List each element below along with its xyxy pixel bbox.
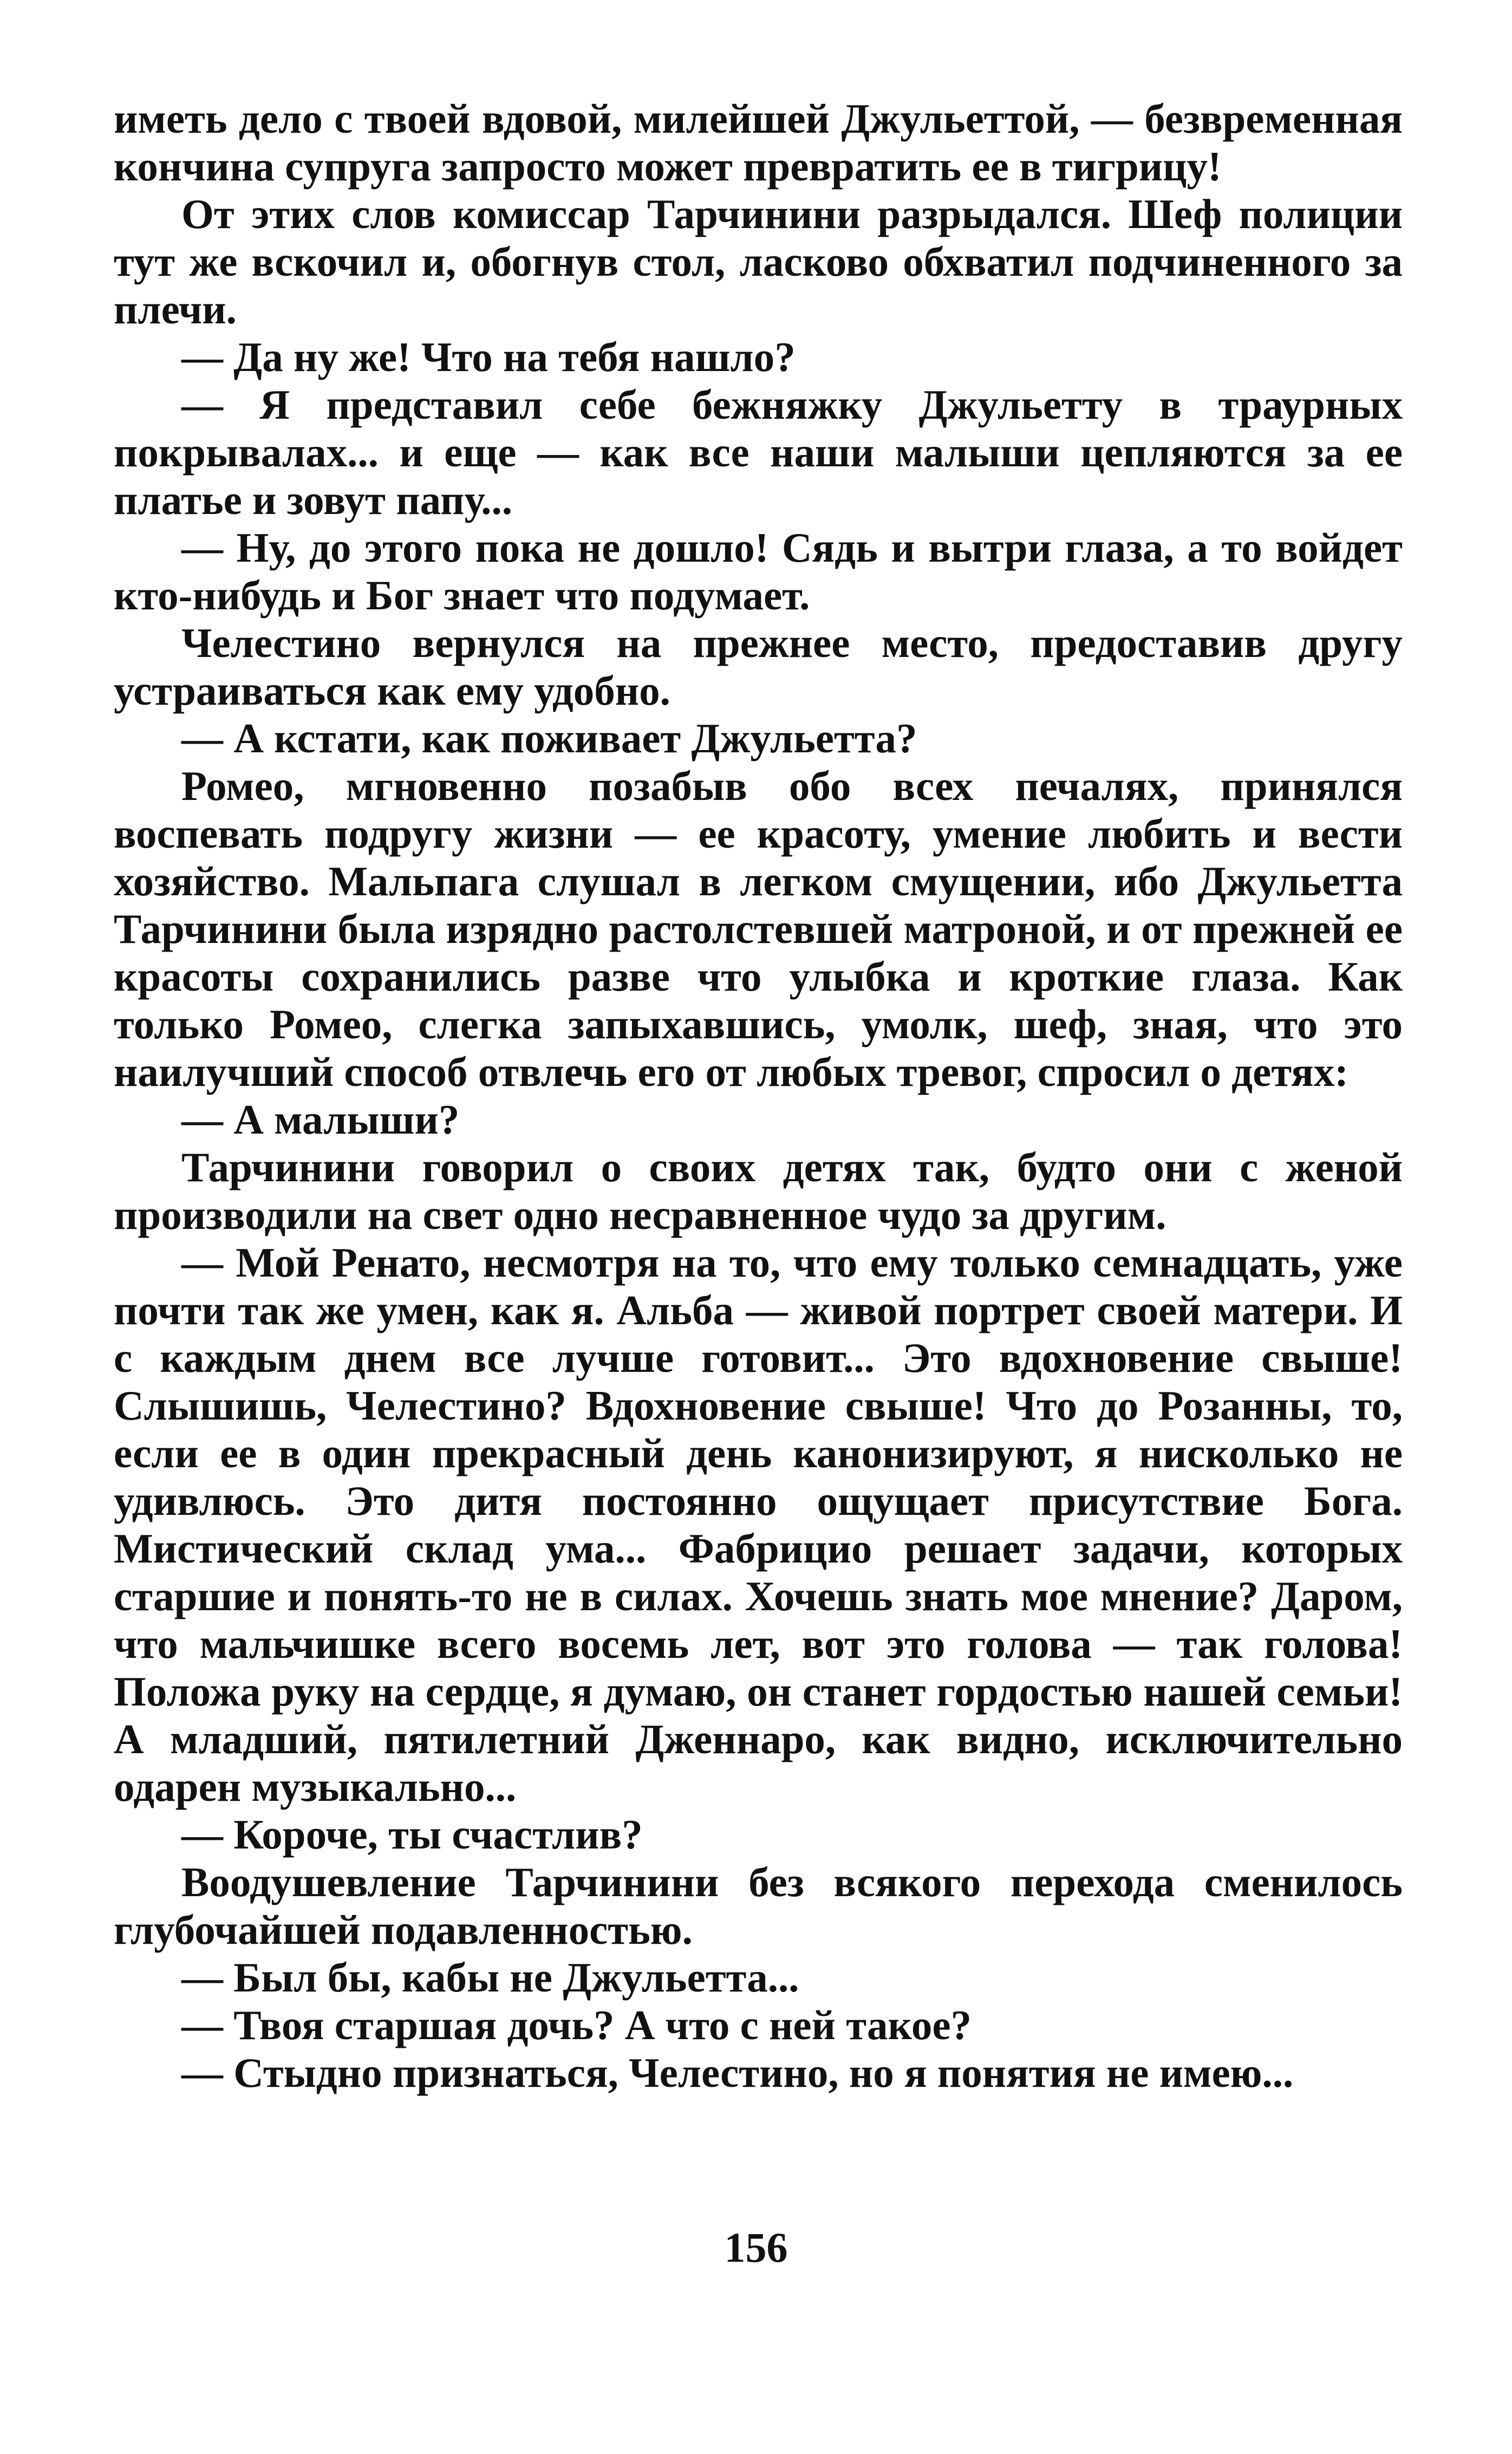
- dialogue-line: — А кстати, как поживает Джульетта?: [181, 715, 917, 761]
- dialogue-line: — Был бы, кабы не Джульетта...: [181, 1954, 799, 2001]
- paragraph: иметь дело с твоей вдовой, милейшей Джульеттой, — безвременная кончина супруга запросто может превратить ее в тигрицу!: [114, 95, 1403, 190]
- paragraph: Челестино вернулся на прежнее место, предоставив другу устраиваться как ему удобно.: [114, 620, 1403, 714]
- paragraph: Ромео, мгновенно позабыв обо всех печалях, принялся воспевать подругу жизни — ее красоту, умение любить и вести хозяйство. Мальпага слушал в легком смущении, ибо Джульетта Тарчинини была изрядно растолстевшей матроной, и от прежней ее красоты сохранились разве что улыбка и кроткие глаза. Как только Ромео, слегка запыхавшись, умолк, шеф, зная, что это наилучший способ отвлечь его от любых тревог, спросил о детях:: [114, 763, 1403, 1095]
- paragraph: От этих слов комиссар Тарчинини разрыдался. Шеф полиции тут же вскочил и, обогнув стол, ласково обхватил подчиненного за плечи.: [114, 191, 1403, 333]
- page-number: 156: [724, 2224, 788, 2271]
- dialogue-line: — Да ну же! Что на тебя нашло?: [181, 334, 796, 380]
- dialogue-line: — Мой Ренато, несмотря на то, что ему только семнадцать, уже почти так же умен, как я. Альба — живой портрет своей матери. И с каждым днем все лучше готовит... Это вдохновение свыше! Слышишь, Челестино? Вдохновение свыше! Что до Розанны, то, если ее в один прекрасный день канонизируют, я нисколько не удивлюсь. Это дитя постоянно ощущает присутствие Бога. Мистический склад ума... Фабрицио решает задачи, которых старшие и понять-то не в силах. Хочешь знать мое мнение? Даром, что мальчишке всего восемь лет, вот это голова — так голова! Положа руку на сердце, я думаю, он станет гордостью нашей семьи! А младший, пятилетний Дженнаро, как видно, исключительно одарен музыкально...: [114, 1239, 1403, 1810]
- dialogue-line: — А малыши?: [181, 1096, 460, 1143]
- dialogue-line: — Стыдно признаться, Челестино, но я понятия не имею...: [181, 2049, 1294, 2096]
- paragraph: Тарчинини говорил о своих детях так, будто они с женой производили на свет одно несравненное чудо за другим.: [114, 1144, 1403, 1238]
- dialogue-line: — Короче, ты счастлив?: [181, 1811, 643, 1858]
- paragraph: Воодушевление Тарчинини без всякого перехода сменилось глубочайшей подавленностью.: [114, 1859, 1403, 1953]
- dialogue-line: — Твоя старшая дочь? А что с ней такое?: [181, 2002, 972, 2048]
- dialogue-line: — Я представил себе бежняжку Джульетту в траурных покрывалах... и еще — как все наши малыши цепляются за ее платье и зовут папу...: [114, 381, 1403, 523]
- dialogue-line: — Ну, до этого пока не дошло! Сядь и вытри глаза, а то войдет кто-нибудь и Бог знает что подумает.: [114, 524, 1403, 619]
- book-page-text: [114, 95, 1403, 2097]
